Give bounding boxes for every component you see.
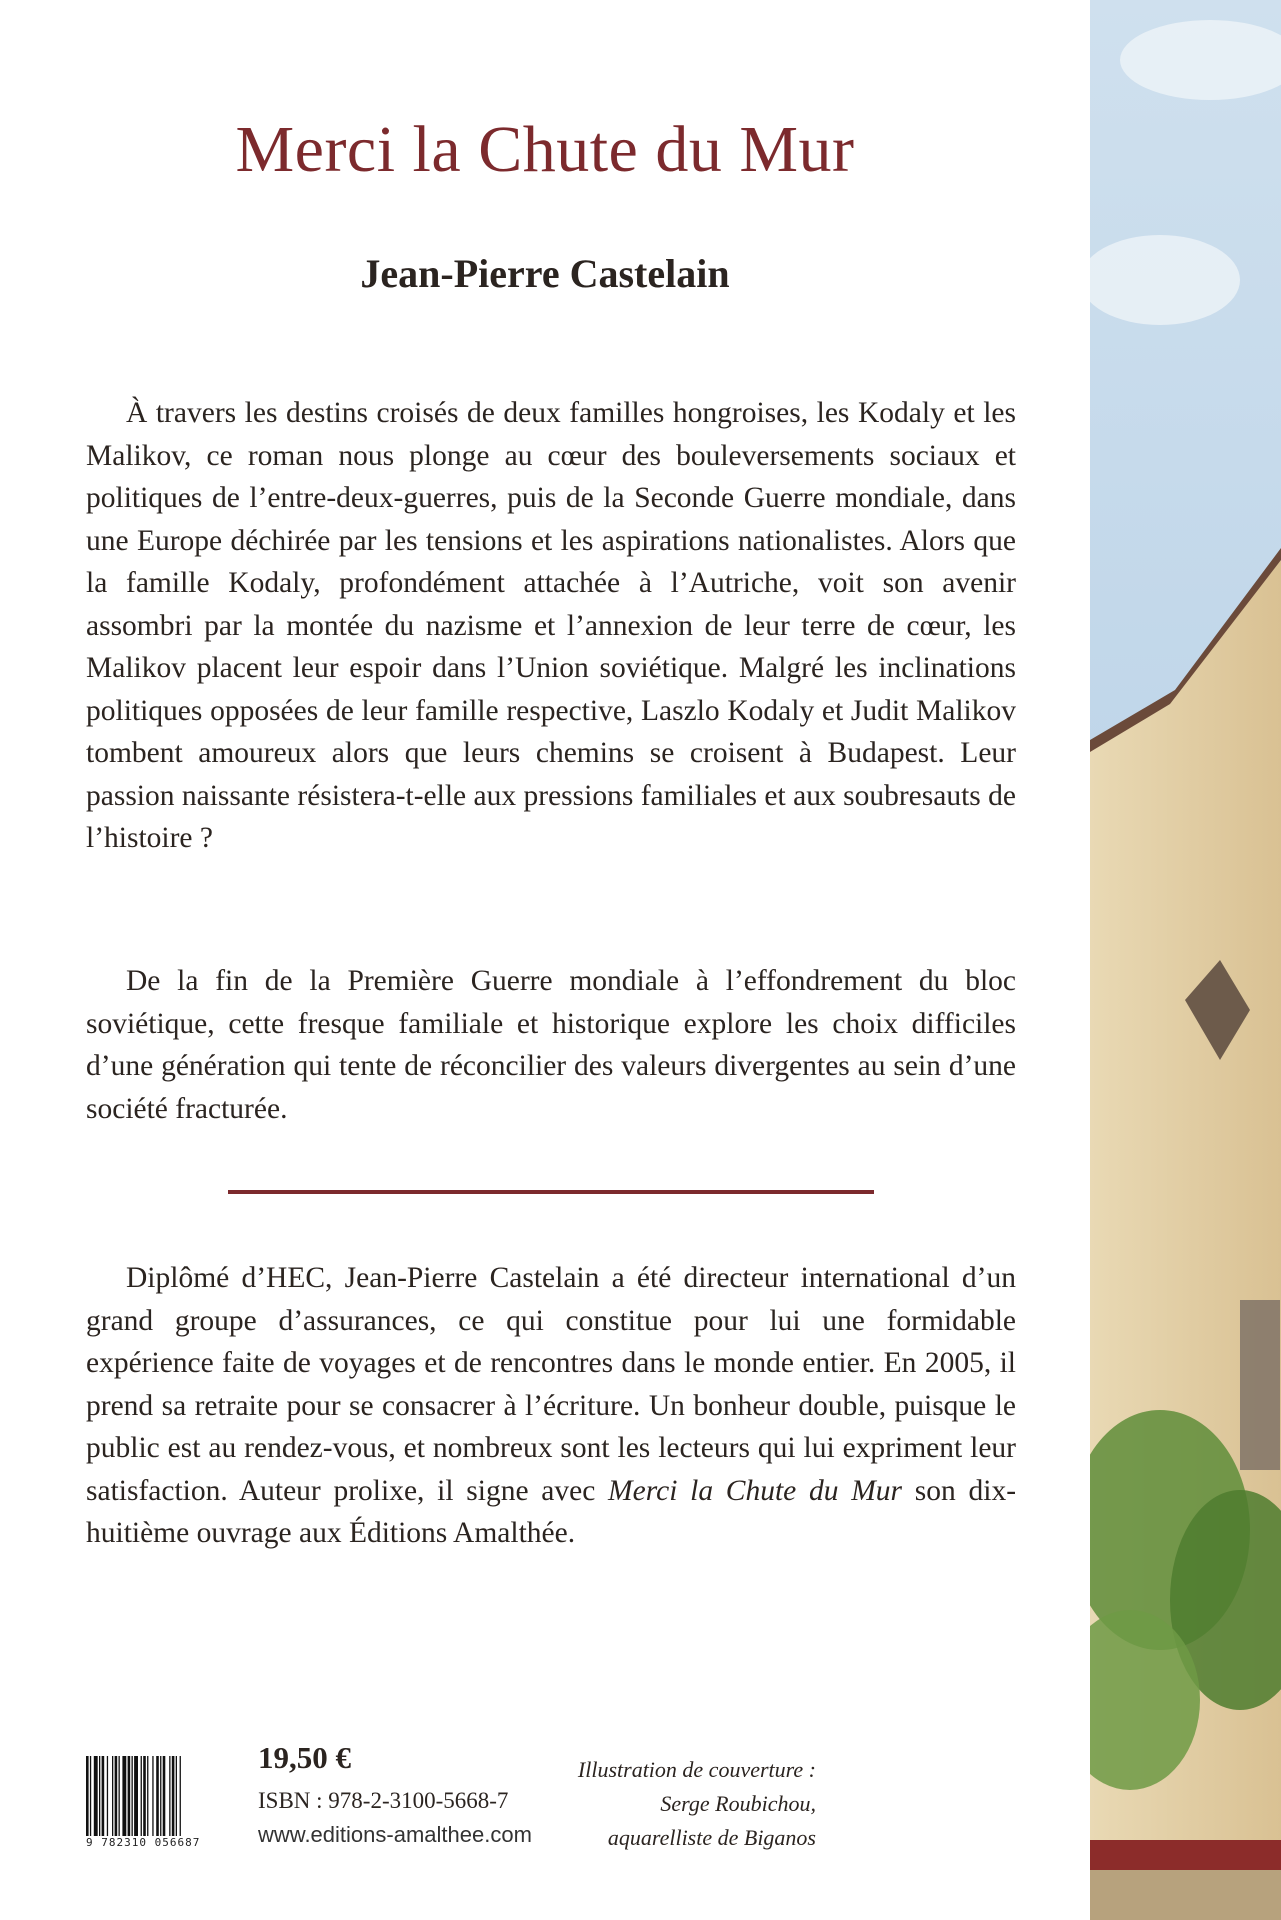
book-title: Merci la Chute du Mur (235, 113, 855, 186)
credit-line-1: Illustration de couverture : (577, 1757, 816, 1782)
illustration-credit (486, 1753, 816, 1855)
isbn: ISBN : 978-2-3100-5668-7 (258, 1788, 509, 1813)
bio-text-1: Diplômé d’HEC, Jean-Pierre Castelain a été directeur international d’un grand groupe d’assurances, ce qui constitue pour lui une formidable expérience faite de voyages et de rencontres dans le monde entier. En 2005, il prend sa retraite pour se consacrer à l’écriture. Un bonheur double, puisque le public est au rendez-vous, et nombreux sont les lecteurs qui lui expriment leur satisfaction. Auteur prolixe, il signe avec (86, 1262, 1016, 1507)
credit-line-3: aquarelliste de Biganos (607, 1825, 816, 1850)
barcode-digits: 9 782310 056687 (86, 1836, 201, 1849)
blurb-paragraph-2: De la fin de la Première Guerre mondiale à l’effondrement du bloc soviétique, cette fresque familiale et historique explore les choix difficiles d’une génération qui tente de réconcilier des valeurs divergentes au sein d’une société fracturée. (86, 965, 1016, 1125)
bio-book-title: Merci la Chute du Mur (608, 1474, 903, 1507)
divider (228, 1190, 874, 1194)
bio-text-2: son dix-huitième ouvrage aux Éditions Amalthée. (86, 1474, 1017, 1549)
author-bio (86, 1257, 1016, 1555)
author-name: Jean-Pierre Castelain (360, 251, 730, 296)
barcode-icon (86, 1756, 238, 1836)
blurb-paragraph-1: À travers les destins croisés de deux familles hongroises, les Kodaly et les Malikov, ce roman nous plonge au cœur des bouleversements sociaux et politiques de l’entre-deux-guerres, puis de la Seconde Guerre mondiale, dans une Europe déchirée par les tensions et les aspirations nationalistes. Alors que la famille Kodaly, profondément attachée à l’Autriche, voit son avenir assombri par la montée du nazisme et l’annexion de leur terre de cœur, les Malikov placent leur espoir dans l’Union soviétique. Malgré les inclinations politiques opposées de leur famille respective, Laszlo Kodaly et Judit Malikov tombent amoureux alors que leurs chemins se croisent à Budapest. Leur passion naissante résistera-t-elle aux pressions familiales et aux soubresauts de l’histoire ? (86, 397, 1016, 854)
cover-painting (1090, 0, 1281, 1920)
price: 19,50 € (258, 1740, 351, 1775)
credit-line-2: Serge Roubichou, (660, 1791, 816, 1816)
publisher-website: www.editions-amalthee.com (258, 1822, 532, 1847)
